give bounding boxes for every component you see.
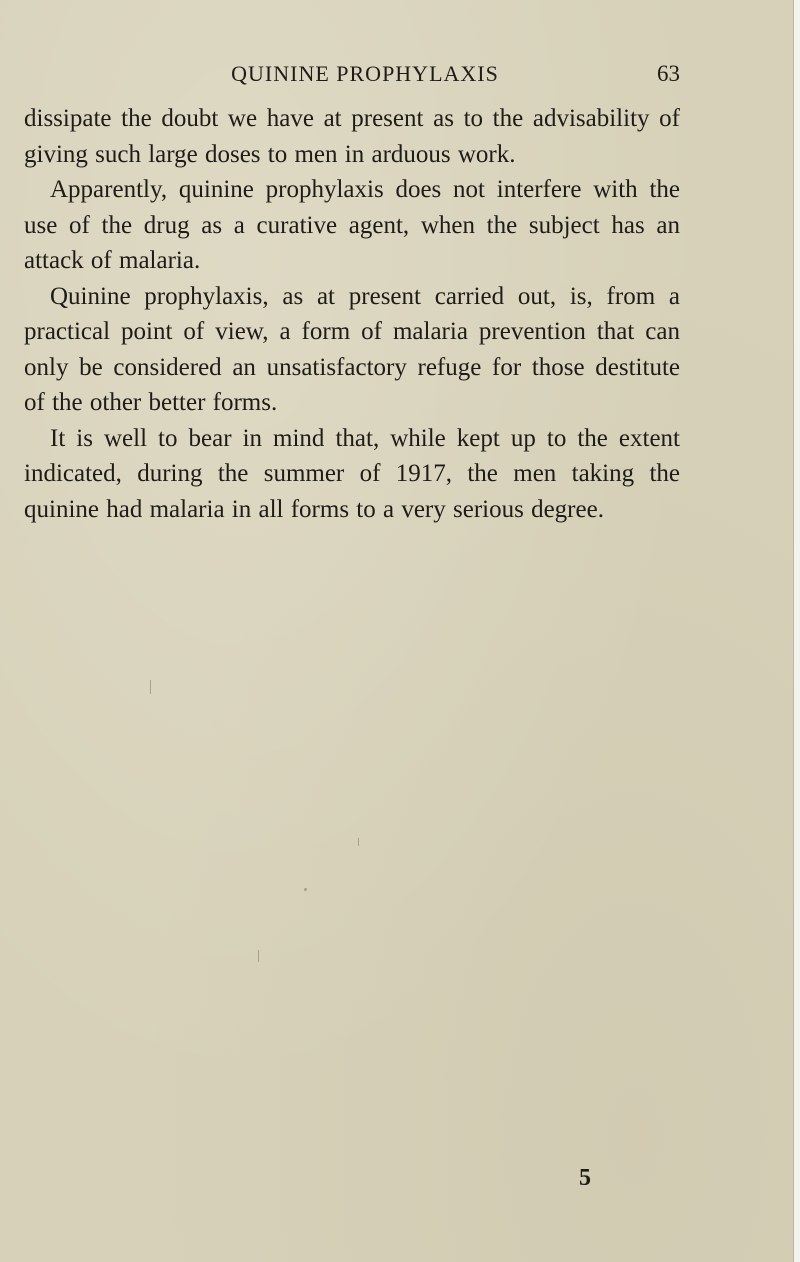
page-edge: [793, 0, 800, 1262]
paper-speck: [150, 680, 151, 694]
page-number: 63: [657, 61, 680, 86]
running-head: [24, 56, 680, 92]
signature-mark: 5: [579, 1165, 591, 1191]
paragraph: Quinine prophylaxis, as at present carried out, is, from a practical point of view, a form of malaria prevention that can only be considered an unsatisfactory refuge for those destitute of the other better forms.: [24, 282, 680, 416]
running-title: QUININE PROPHYLAXIS: [231, 61, 499, 86]
body-text: [24, 101, 680, 527]
paragraph-continued: dissipate the doubt we have at present as to the advisability of giving such large doses to men in arduous work.: [24, 105, 680, 168]
paper-speck: [258, 950, 259, 962]
paragraph: Apparently, quinine prophylaxis does not interfere with the use of the drug as a curative agent, when the subject has an attack of malaria.: [24, 176, 680, 274]
paper-speck: [304, 888, 307, 891]
paragraph: It is well to bear in mind that, while kept up to the extent indicated, during the summer of 1917, the men taking the quinine had malaria in all forms to a very serious degree.: [24, 424, 680, 523]
paper-speck: [358, 838, 359, 846]
